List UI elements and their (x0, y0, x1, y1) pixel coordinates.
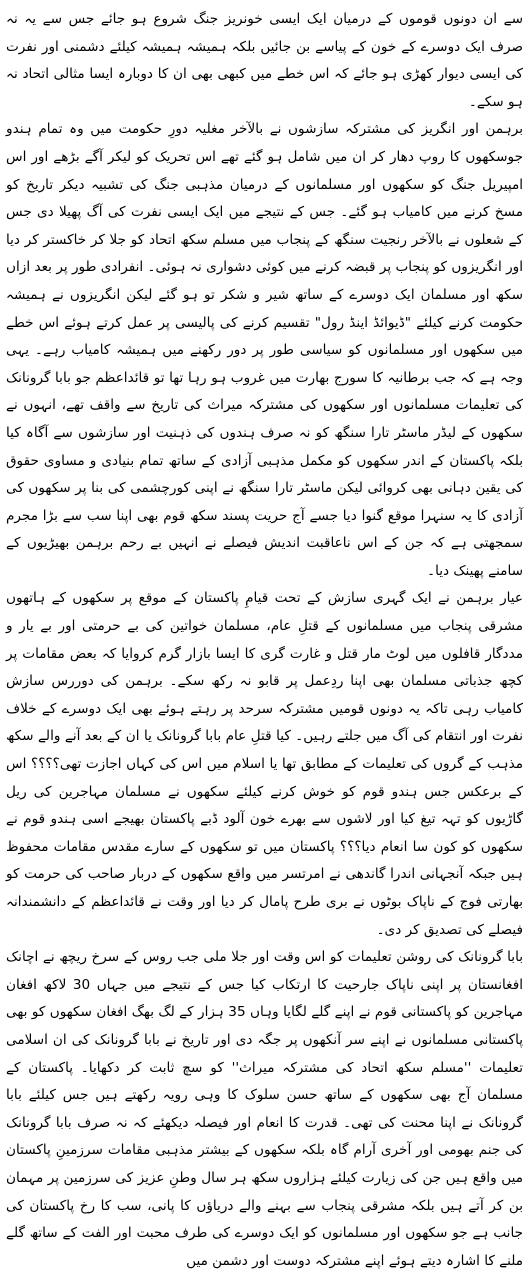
article-paragraph: بابا گرونانک کی روشن تعلیمات کو اس وقت اور جلا ملی جب روس کے سرخ ریچھ نے اچانک افغانستان پر اپنی ناپاک جارحیت کا ارتکاب کیا جس کے نتیجے میں جہاں 30 لاکھ افغان مہاجرین کو پاکستانی قوم نے اپنے گلے لگایا وہاں 35 ہزار کے لگ بھگ افغان سکھوں کو بھی پاکستانی مسلمانوں نے اپنے سر آنکھوں پر جگہ دی اور تاریخ نے بابا گرونانک کی ان اسلامی تعلیمات ''مسلم سکھ اتحاد کی مشترکہ میراث'' کو سچ ثابت کر دکھایا۔ پاکستان کے مسلمان آج بھی سکھوں کے ساتھ حسن سلوک کا وہی رویہ رکھتے ہیں جس کیلئے بابا گرونانک نے اپنا محنت کی تھی۔ قدرت کا انعام اور فیصلہ دیکھئے کہ نہ صرف بابا گرونانک کی جنم بھومی اور آخری آرام گاہ بلکہ سکھوں کے بیشتر مذہبی مقامات سرزمینِ پاکستان میں واقع ہیں جن کی زیارت کیلئے ہزاروں سکھ ہر سال وطنِ عزیز کی سرزمین پر مہمان بن کر آتے ہیں بلکہ مشرقی پنجاب سے بہنے والے دریاؤں کا پانی، سب کا رخ پاکستان کی جانب ہے جو سکھوں اور مسلمانوں کو ایک دوسرے کی طرف محبت اور الفت کے ساتھ گلے ملنے کا اشارہ دیتے ہوئے اپنے مشترکہ دوست اور دشمن میں (6, 949, 523, 1269)
article-paragraph: سے ان دونوں قوموں کے درمیان ایک ایسی خونریز جنگ شروع ہو جائے جس سے یہ نہ صرف ایک دوسرے کے خون کے پیاسے بن جائیں بلکہ ہمیشہ ہمیشہ کیلئے دشمنی اور نفرت کی ایسی دیوار کھڑی ہو جائے کہ اس خطے میں کبھی بھی ان کا دوبارہ ایسا مثالی اتحاد نہ ہو سکے۔ (6, 11, 523, 110)
article-paragraph: عیار برہمن نے ایک گہری سازش کے تحت قیامِ پاکستان کے موقع پر سکھوں کے ہاتھوں مشرقی پنجاب میں مسلمانوں کے قتلِ عام، مسلمان خواتین کی بے حرمتی اور بے یار و مددگار قافلوں میں لوٹ مار قتل و غارت گری کا ایسا بازار گرم کروایا کہ بعض مقامات پر کچھ جذباتی مسلمان بھی اپنا ردِعمل پر قابو نہ رکھ سکے۔ برہمن کی دوررس سازش کامیاب رہی تاکہ یہ دونوں قومیں مشترکہ سرحد پر رہتے ہوئے بھی ایک دوسرے کے خلاف نفرت اور انتقام کی آگ میں جلتے رہیں۔ کیا قتلِ عام بابا گرونانک یا ان کے بعد آنے والے سکھ مذہب کے گروں کی تعلیمات کے مطابق تھا یا اسلام میں اس کی کہاں اجازت تھی؟؟؟؟ اس کے برعکس جس ہندو قوم کو خوش کرنے کیلئے سکھوں نے مسلمان مہاجرین کی ریل گاڑیوں کو تہہ تیغ کیا اور لاشوں سے بھرے خون آلود ڈبے پاکستان بھیجے اسی ہندو قوم نے سکھوں کو کون سا انعام دیا؟؟؟ پاکستان میں تو سکھوں کے سارے مقدس مقامات محفوظ ہیں جبکہ آنجہانی اندرا گاندھی نے امرتسر میں واقع سکھوں کے دربار صاحب کی حرمت کو بھارتی فوج کے ناپاک بوٹوں نے بری طرح پامال کر دیا اور وقت نے قائداعظم کے دانشمندانہ فیصلے کی تصدیق کر دی۔ (6, 590, 523, 938)
article-paragraph: برہمن اور انگریز کی مشترکہ سازشوں نے بالآخر مغلیہ دورِ حکومت میں وہ تمام ہندو جوسکھوں کا روپ دھار کر ان میں شامل ہو گئے تھے اس تحریک کو لیکر آگے بڑھے اور اس امپیریل جنگ کو سکھوں اور مسلمانوں کے درمیان مذہبی جنگ کی تشبیہ دیکر تاریخ کو مسخ کرنے میں کامیاب ہو گئے۔ جس کے نتیجے میں ایک ایسی نفرت کی آگ پھیلا دی جس کے شعلوں نے بالآخر رنجیت سنگھ کے پنجاب میں مسلم سکھ اتحاد کو جلا کر خاکستر کر دیا اور انگریزوں کو پنجاب پر قبضہ کرنے میں کوئی دشواری نہ ہوئی۔ انفرادی طور پر بعد ازاں سکھ اور مسلمان ایک دوسرے کے ساتھ شیر و شکر تو ہو گئے لیکن انگریزوں نے ہمیشہ حکومت کرنے کیلئے "ڈیوائڈ اینڈ رول" تقسیم کرنے کی پالیسی پر عمل کرتے ہوئے اس خطے میں سکھوں اور مسلمانوں کو سیاسی طور پر دور رکھنے میں ہمیشہ کامیاب رہے۔ یہی وجہ ہے کہ جب برطانیہ کا سورج بھارت میں غروب ہو رہا تھا تو قائداعظم جو بابا گرونانک کی تعلیمات مسلمانوں اور سکھوں کی مشترکہ میراث کی تاریخ سے واقف تھے، انہوں نے سکھوں کے لیڈر ماسٹر تارا سنگھ کو نہ صرف ہندوں کی ذہنیت اور سازشوں سے آگاہ کیا بلکہ پاکستان کے اندر سکھوں کو مکمل مذہبی آزادی کے ساتھ تمام بنیادی و مساوی حقوق کی یقین دہانی بھی کروائی لیکن ماسٹر تارا سنگھ نے اپنی کورچشمی کی بنا پر سکھوں کی آزادی کا یہ سنہرا موقع گنوا دیا جسے آج حریت پسند سکھ قوم بھی اپنا سب سے بڑا مجرم سمجھتی ہے کہ جن کے اس ناعاقبت اندیش فیصلے نے انہیں بے رحم برہمن بھیڑیوں کے سامنے پھینک دیا۔ (6, 121, 523, 579)
